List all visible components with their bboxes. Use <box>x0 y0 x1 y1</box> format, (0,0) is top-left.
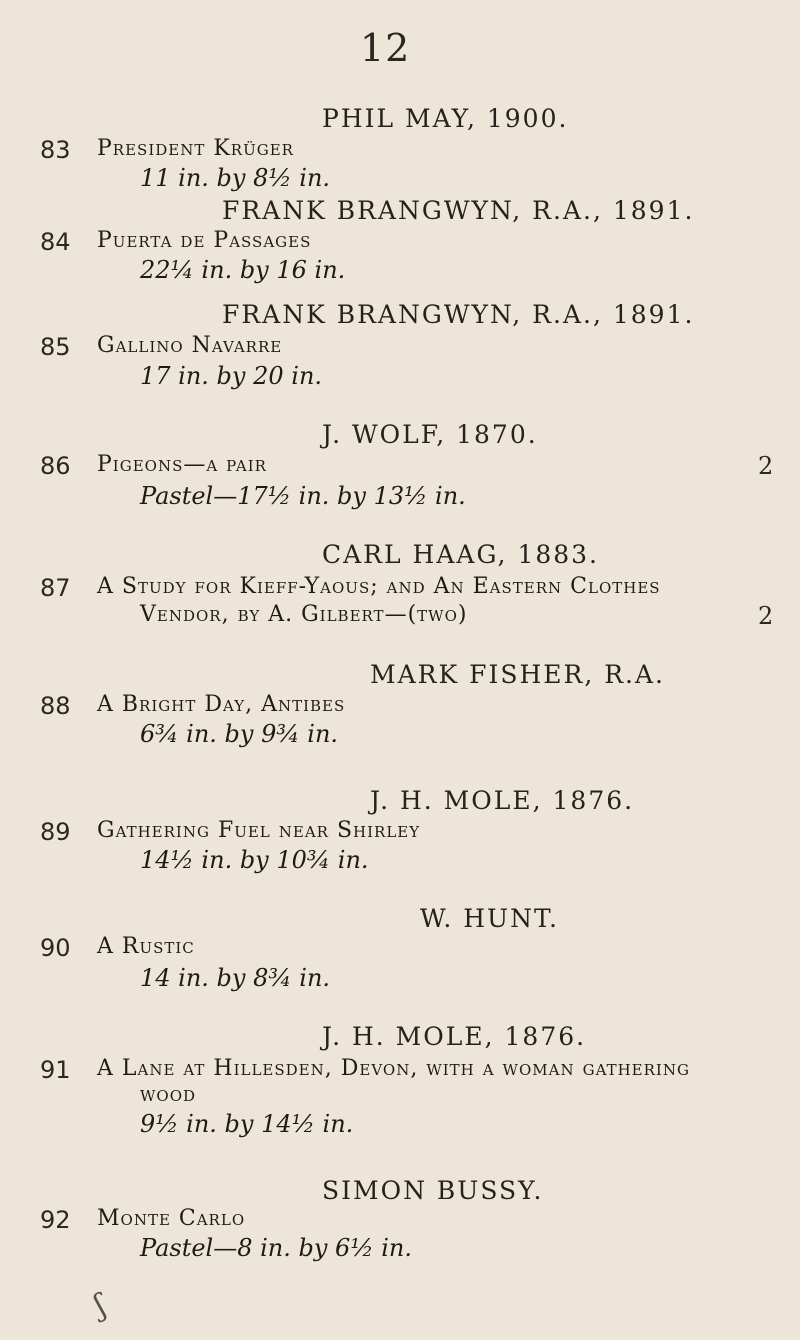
lot-number: 92 <box>40 1206 71 1234</box>
lot-number: 88 <box>40 692 71 720</box>
lot-dimensions: Pastel—17½ in. by 13½ in. <box>140 482 466 510</box>
artist-name: CARL HAAG, 1883. <box>322 540 600 569</box>
pencil-mark-icon: ʃ <box>90 1287 110 1324</box>
lot-title: Gathering Fuel near Shirley <box>97 818 421 843</box>
lot-quantity: 2 <box>758 602 774 630</box>
lot-title: President Krüger <box>97 136 294 161</box>
lot-dimensions: 11 in. by 8½ in. <box>140 164 331 192</box>
lot-quantity: 2 <box>758 452 774 480</box>
lot-title: A Rustic <box>97 934 195 959</box>
lot-dimensions: 14 in. by 8¾ in. <box>140 964 331 992</box>
lot-dimensions: 6¾ in. by 9¾ in. <box>140 720 339 748</box>
artist-name: FRANK BRANGWYN, R.A., 1891. <box>222 196 695 225</box>
lot-title: A Study for Kieff-Yaous; and An Eastern Clothes <box>97 574 661 599</box>
artist-name: J. H. MOLE, 1876. <box>322 1022 587 1051</box>
page-number: 12 <box>360 26 411 70</box>
lot-title: A Bright Day, Antibes <box>97 692 346 717</box>
lot-title: Puerta de Passages <box>97 228 312 253</box>
lot-dimensions: 17 in. by 20 in. <box>140 362 323 390</box>
lot-number: 87 <box>40 574 71 602</box>
lot-number: 83 <box>40 136 71 164</box>
artist-name: J. H. MOLE, 1876. <box>370 786 635 815</box>
artist-name: SIMON BUSSY. <box>322 1176 544 1205</box>
lot-number: 84 <box>40 228 71 256</box>
lot-title: A Lane at Hillesden, Devon, with a woman gathering <box>97 1056 690 1081</box>
artist-name: FRANK BRANGWYN, R.A., 1891. <box>222 300 695 329</box>
lot-title: Pigeons—a pair <box>97 452 267 477</box>
artist-name: W. HUNT. <box>420 904 559 933</box>
artist-name: J. WOLF, 1870. <box>322 420 538 449</box>
artist-name: MARK FISHER, R.A. <box>370 660 665 689</box>
lot-title-continued: wood <box>140 1082 197 1107</box>
lot-number: 91 <box>40 1056 71 1084</box>
lot-dimensions: 22¼ in. by 16 in. <box>140 256 346 284</box>
lot-number: 89 <box>40 818 71 846</box>
lot-title-continued: Vendor, by A. Gilbert—(two) <box>140 602 468 627</box>
lot-number: 90 <box>40 934 71 962</box>
artist-name: PHIL MAY, 1900. <box>322 104 569 133</box>
lot-dimensions: Pastel—8 in. by 6½ in. <box>140 1234 412 1262</box>
lot-dimensions: 14½ in. by 10¾ in. <box>140 846 369 874</box>
lot-title: Gallino Navarre <box>97 333 283 358</box>
lot-title: Monte Carlo <box>97 1206 246 1231</box>
lot-dimensions: 9½ in. by 14½ in. <box>140 1110 354 1138</box>
lot-number: 85 <box>40 333 71 361</box>
lot-number: 86 <box>40 452 71 480</box>
